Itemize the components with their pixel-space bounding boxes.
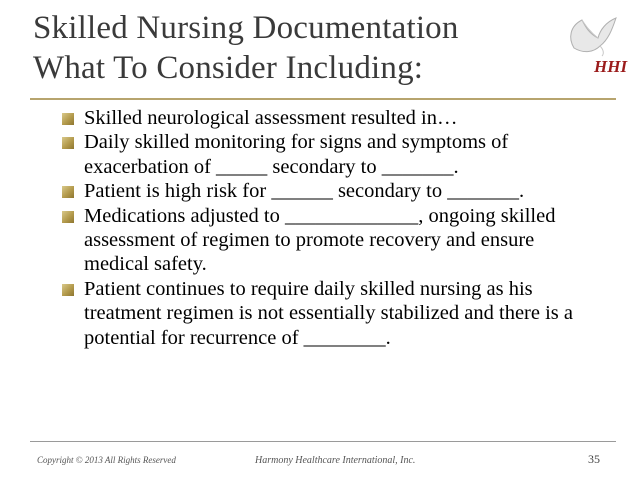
bullet-text: Patient continues to require daily skilled nursing as his treatment regimen is not essentially stabilized and there is a potential for recurrence of ________. (84, 277, 573, 349)
slide-footer (0, 448, 638, 468)
bullet-text: Daily skilled monitoring for signs and symptoms of exacerbation of _____ secondary to _______. (84, 131, 509, 178)
square-bullet-icon (62, 186, 74, 198)
title-line-1: Skilled Nursing Documentation (33, 10, 459, 46)
square-bullet-icon (62, 284, 74, 296)
bullet-text: Patient is high risk for ______ secondary to _______. (84, 180, 525, 203)
bullet-item (62, 179, 598, 203)
square-bullet-icon (62, 137, 74, 149)
copyright-text: Copyright © 2013 All Rights Reserved (37, 455, 176, 465)
bullet-item (62, 130, 598, 179)
logo-text: HHI (594, 57, 628, 76)
page-number: 35 (588, 452, 600, 466)
slide-title (33, 8, 553, 88)
bullet-item (62, 277, 598, 350)
bullet-text: Medications adjusted to _____________, ongoing skilled assessment of regimen to promote recovery and ensure medical safety. (84, 204, 556, 276)
title-line-2: What To Consider Including: (33, 50, 424, 86)
title-divider (30, 98, 616, 100)
footer-divider (30, 441, 616, 442)
hhi-logo (560, 8, 630, 80)
square-bullet-icon (62, 113, 74, 125)
bullet-item (62, 204, 598, 277)
dove-icon (560, 8, 630, 80)
bullet-list (62, 106, 598, 350)
bullet-item (62, 106, 598, 130)
company-name: Harmony Healthcare International, Inc. (255, 455, 416, 466)
bullet-text: Skilled neurological assessment resulted in… (84, 107, 458, 129)
square-bullet-icon (62, 211, 74, 223)
